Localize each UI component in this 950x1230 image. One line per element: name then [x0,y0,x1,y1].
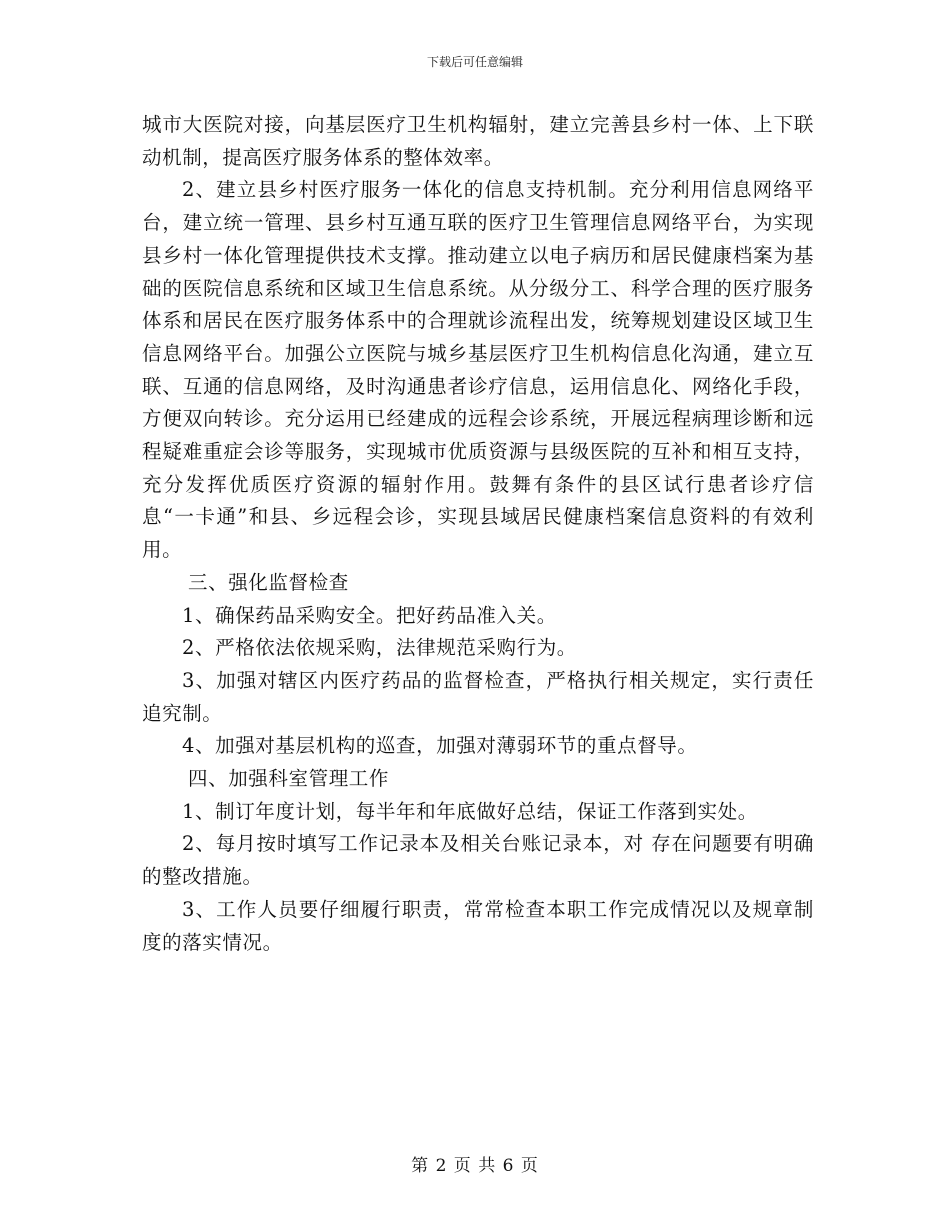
paragraph-item: 2、每月按时填写工作记录本及相关台账记录本，对 存在问题要有明确的整改措施。 [142,832,814,889]
paragraph-continuation: 城市大医院对接，向基层医疗卫生机构辐射，建立完善县乡村一体、上下联动机制，提高医疗服务体系的整体效率。 [142,113,814,169]
paragraph-item: 1、制订年度计划，每半年和年底做好总结，保证工作落到实处。 [182,799,758,823]
paragraph-item: 1、确保药品采购安全。把好药品准入关。 [182,603,557,627]
page-number: 第 2 页 共 6 页 [411,1156,539,1176]
paragraph-item: 3、加强对辖区内医疗药品的监督检查，严格执行相关规定，实行责任追究制。 [142,668,814,725]
paragraph-item: 2、严格依法依规采购，法律规范采购行为。 [182,636,577,660]
page-header-note: 下载后可任意编辑 [426,55,523,69]
section-heading-supervision: 三、强化监督检查 [188,570,349,594]
document-body [142,109,814,959]
section-heading-management: 四、加强科室管理工作 [188,767,390,791]
paragraph-item: 4、加强对基层机构的巡查，加强对薄弱环节的重点督导。 [182,734,698,758]
paragraph-info-support: 2、建立县乡村医疗服务一体化的信息支持机制。充分利用信息网络平台，建立统一管理、县乡村互通互联的医疗卫生管理信息网络平台，为实现县乡村一体化管理提供技术支撑。推动建立以电子病历和居民健康档案为基础的医院信息系统和区域卫生信息系统。从分级分工、科学合理的医疗服务体系和居民在医疗服务体系中的合理就诊流程出发，统筹规划建设区域卫生信息网络平台。加强公立医院与城乡基层医疗卫生机构信息化沟通，建立互联、互通的信息网络，及时沟通患者诊疗信息，运用信息化、网络化手段，方便双向转诊。充分运用已经建成的远程会诊系统，开展远程病理诊断和远程疑难重症会诊等服务，实现城市优质资源与县级医院的互补和相互支持，充分发挥优质医疗资源的辐射作用。鼓舞有条件的县区试行患者诊疗信息“一卡通”和县、乡远程会诊，实现县域居民健康档案信息资料的有效利用。 [142,178,814,562]
paragraph-item: 3、工作人员要仔细履行职责，常常检查本职工作完成情况以及规章制度的落实情况。 [142,897,814,954]
